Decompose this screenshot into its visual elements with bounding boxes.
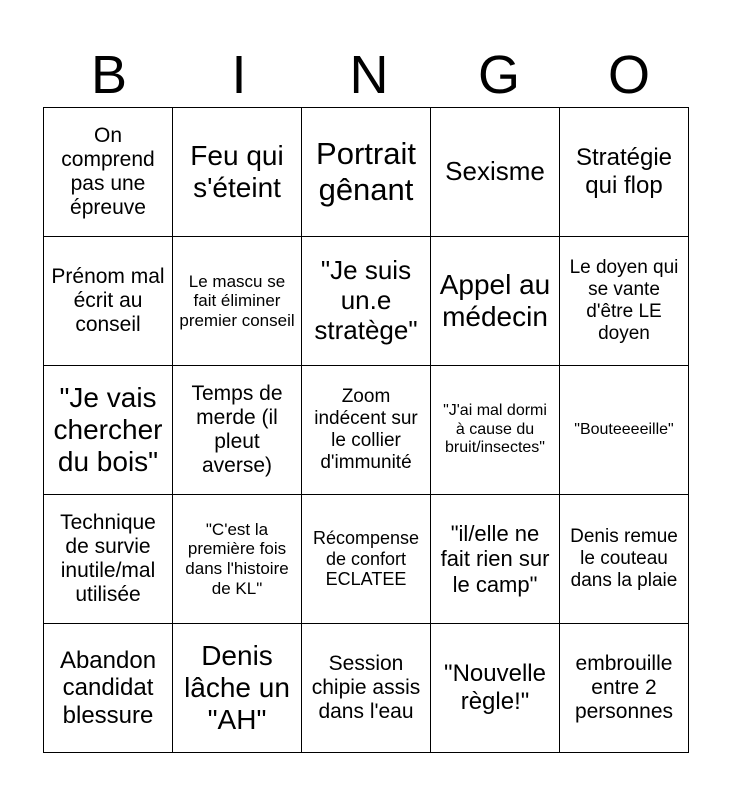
bingo-cell[interactable]: "C'est la première fois dans l'histoire de KL" (173, 495, 302, 624)
bingo-cell[interactable]: Denis remue le couteau dans la plaie (560, 495, 689, 624)
bingo-cell[interactable]: Zoom indécent sur le collier d'immunité (302, 366, 431, 495)
bingo-cell[interactable]: Stratégie qui flop (560, 108, 689, 237)
grid-row (44, 495, 689, 624)
header-letter-b: B (90, 45, 128, 105)
bingo-cell[interactable]: On comprend pas une épreuve (44, 108, 173, 237)
header-letter-i: I (231, 45, 247, 105)
header-letter-o: O (607, 45, 650, 105)
bingo-cell[interactable]: "il/elle ne fait rien sur le camp" (431, 495, 560, 624)
bingo-cell[interactable]: Sexisme (431, 108, 560, 237)
header-letter-n: N (349, 45, 389, 105)
bingo-cell[interactable]: "Je suis un.e stratège" (302, 237, 431, 366)
bingo-cell[interactable]: Denis lâche un "AH" (173, 624, 302, 753)
header-letter-g: G (477, 45, 520, 105)
bingo-cell[interactable]: Appel au médecin (431, 237, 560, 366)
bingo-cell[interactable]: Le doyen qui se vante d'être LE doyen (560, 237, 689, 366)
bingo-cell[interactable]: Le mascu se fait éliminer premier conseil (173, 237, 302, 366)
bingo-cell[interactable]: embrouille entre 2 personnes (560, 624, 689, 753)
bingo-cell[interactable]: "Bouteeeeille" (560, 366, 689, 495)
bingo-cell[interactable]: Technique de survie inutile/mal utilisée (44, 495, 173, 624)
bingo-cell[interactable]: "Je vais chercher du bois" (44, 366, 173, 495)
grid-row (44, 366, 689, 495)
bingo-cell[interactable]: Portrait gênant (302, 108, 431, 237)
bingo-cell[interactable]: Récompense de confort ECLATEE (302, 495, 431, 624)
bingo-cell[interactable]: Session chipie assis dans l'eau (302, 624, 431, 753)
bingo-cell[interactable]: Abandon candidat blessure (44, 624, 173, 753)
grid-row (44, 108, 689, 237)
bingo-header (44, 40, 694, 110)
bingo-cell[interactable]: Prénom mal écrit au conseil (44, 237, 173, 366)
bingo-cell[interactable]: "Nouvelle règle!" (431, 624, 560, 753)
bingo-cell[interactable]: Temps de merde (il pleut averse) (173, 366, 302, 495)
grid-row (44, 624, 689, 753)
bingo-cell[interactable]: Feu qui s'éteint (173, 108, 302, 237)
bingo-cell[interactable]: "J'ai mal dormi à cause du bruit/insectes" (431, 366, 560, 495)
grid-row (44, 237, 689, 366)
bingo-grid (43, 107, 689, 753)
